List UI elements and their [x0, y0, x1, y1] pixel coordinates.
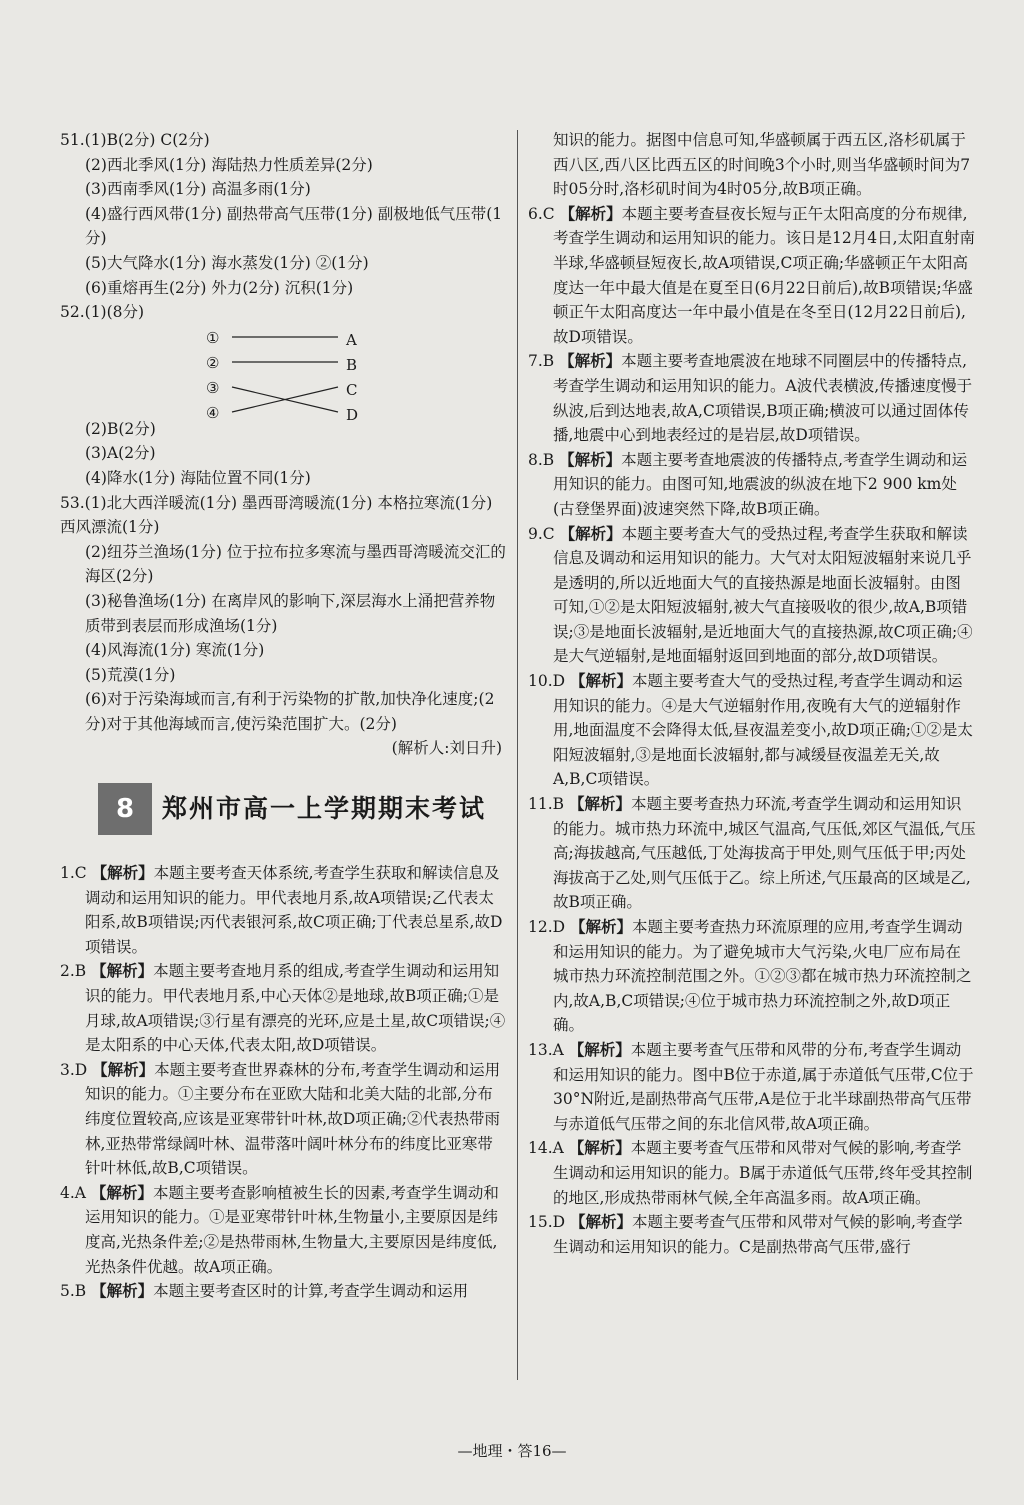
match-right-b: B [346, 355, 358, 374]
q51-line: (6)重熔再生(2分) 外力(2分) 沉积(1分) [85, 278, 354, 297]
analysis-tag: 【解析】 [568, 794, 631, 814]
analysis-tag: 【解析】 [570, 917, 633, 936]
match-left-3: ③ [206, 378, 220, 397]
analysis-tag: 【解析】 [559, 203, 622, 223]
answer-text: 本题主要考查世界森林的分布,考查学生调动和运用知识的能力。①主要分布在亚欧大陆和北美大陆的北部,分布纬度位置较高,应该是亚寒带针叶林,故D项正确;②代表热带雨林,亚热带常绿阔叶林、温带落叶阔叶林分布的纬度比亚寒带针叶林低,故B,C项错误。 [85, 1060, 501, 1178]
match-right-a: A [346, 330, 357, 349]
answer-text: 本题主要考查昼夜长短与正午太阳高度的分布规律,考查学生调动和运用知识的能力。该日是12月4日,太阳直射南半球,华盛顿昼短夜长,故A项错误,C项正确;华盛顿正午太阳高度达一年中最大值是在夏至日(6月22日前后),故B项错误;华盛顿正午太阳高度达一年中最小值是在冬至日(12月22日前后),故D项错误。 [553, 204, 976, 346]
q51-line: (3)西南季风(1分) 高温多雨(1分) [85, 180, 311, 199]
answer-number: 2.B [60, 962, 87, 981]
match-right-c: C [346, 380, 358, 399]
answer-number: 11.B [528, 795, 565, 814]
match-left-2: ② [206, 353, 220, 372]
answer-number: 3.D [60, 1060, 88, 1079]
q52-head: 52.(1)(8分) [60, 303, 145, 322]
answer-item [528, 448, 976, 522]
answer-number: 7.B [528, 352, 555, 371]
analysis-tag: 【解析】 [91, 863, 154, 883]
answer-item [60, 959, 508, 1057]
answer-item [528, 915, 976, 1038]
q53-line: (5)荒漠(1分) [85, 665, 176, 684]
answer-number: 15.D [528, 1213, 566, 1232]
answer-item [528, 1136, 976, 1210]
match-left-1: ① [206, 328, 220, 347]
analyst-signature: (解析人:刘日升) [391, 739, 502, 758]
answer-number: 10.D [528, 672, 566, 691]
analysis-tag: 【解析】 [559, 523, 622, 543]
answer-text: 本题主要考查地月系的组成,考查学生调动和运用知识的能力。甲代表地月系,中心天体②是地球,故B项正确;①是月球,故A项错误;③行星有漂亮的光环,应是土星,故C项错误;④是太阳系的中心天体,代表太阳,故D项错误。 [85, 962, 506, 1055]
answer-number: 8.B [528, 450, 555, 469]
analysis-tag: 【解析】 [568, 1138, 631, 1158]
left-column [60, 128, 508, 1304]
answer-text: 本题主要考查天体系统,考查学生获取和解读信息及调动和运用知识的能力。甲代表地月系,故A项错误;乙代表太阳系,故B项错误;丙代表银河系,故C项正确;丁代表总星系,故D项错误。 [85, 864, 503, 956]
q53-line: (6)对于污染海域而言,有利于污染物的扩散,加快净化速度;(2分)对于其他海域而言,使污染范围扩大。(2分) [85, 690, 495, 733]
answer-number: 14.A [528, 1139, 564, 1158]
q51-line: (5)大气降水(1分) 海水蒸发(1分) ②(1分) [85, 253, 369, 272]
analysis-tag: 【解析】 [92, 1059, 155, 1079]
analysis-tag: 【解析】 [568, 1039, 631, 1059]
q53-line: (4)风海流(1分) 寒流(1分) [85, 641, 265, 660]
answer-item [60, 1279, 508, 1304]
answer-item [60, 1181, 508, 1279]
answer-continuation: 知识的能力。据图中信息可知,华盛顿属于西五区,洛杉矶属于西八区,西八区比西五区的时间晚3个小时,则当华盛顿时间为7时05分时,洛杉矶时间为4时05分,故B项正确。 [553, 131, 971, 199]
answer-item [528, 1210, 976, 1259]
answer-item [60, 861, 508, 959]
q51-line: (4)盛行西风带(1分) 副热带高气压带(1分) 副极地低气压带(1分) [85, 204, 503, 248]
analysis-tag: 【解析】 [91, 961, 154, 981]
answer-text: 本题主要考查区时的计算,考查学生调动和运用 [153, 1282, 469, 1301]
q53-line: (3)秘鲁渔场(1分) 在离岸风的影响下,深层海水上涌把营养物质带到表层而形成渔场(1分) [85, 591, 496, 635]
answer-item [528, 1038, 976, 1136]
answer-list-left [60, 861, 508, 1304]
answer-number: 6.C [528, 204, 555, 223]
answer-number: 12.D [528, 918, 566, 936]
answer-item [528, 202, 976, 350]
matching-diagram [60, 325, 508, 424]
q51-line: (2)西北季风(1分) 海陆热力性质差异(2分) [85, 155, 373, 174]
answer-number: 1.C [60, 864, 87, 883]
answer-item [528, 522, 976, 670]
match-right-d: D [346, 405, 359, 424]
analysis-tag: 【解析】 [91, 1281, 154, 1301]
q51-line: 51.(1)B(2分) C(2分) [60, 131, 210, 149]
answer-item [528, 349, 976, 447]
q52-line: (3)A(2分) [85, 444, 156, 463]
analysis-tag: 【解析】 [559, 351, 622, 371]
answer-text: 本题主要考查热力环流,考查学生调动和运用知识的能力。城市热力环流中,城区气温高,气压低,郊区气温低,气压高;海拔越高,气压越低,丁处海拔高于甲处,则气压低于甲;丙处海拔高于乙处,则气压低于乙。综上所述,气压最高的区域是乙,故B项正确。 [553, 795, 976, 912]
answer-text: 本题主要考查地震波在地球不同圈层中的传播特点,考查学生调动和运用知识的能力。A波代表横波,传播速度慢于纵波,后到达地表,故A,C项错误,B项正确;横波可以通过固体传播,地震中心到地表经过的是岩层,故D项错误。 [553, 352, 973, 445]
right-column [528, 128, 976, 1259]
answer-item [528, 792, 976, 915]
answer-text: 本题主要考查气压带和风带对气候的影响,考查学生调动和运用知识的能力。B属于赤道低气压带,终年受其控制的地区,形成热带雨林气候,全年高温多雨。故A项正确。 [553, 1139, 973, 1207]
section-title: 郑州市高一上学期期末考试 [162, 794, 487, 824]
column-divider [517, 130, 518, 1380]
q52-line: (2)B(2分) [85, 419, 156, 438]
answer-text: 本题主要考查大气的受热过程,考查学生调动和运用知识的能力。④是大气逆辐射作用,夜晚有大气的逆辐射作用,地面温度不会降得太低,昼夜温差变小,故D项正确;①②是太阳短波辐射,③是地面长波辐射,都与减缓昼夜温差无关,故A,B,C项错误。 [553, 672, 973, 789]
answer-text: 本题主要考查气压带和风带对气候的影响,考查学生调动和运用知识的能力。C是副热带高气压带,盛行 [553, 1213, 963, 1256]
answer-number: 4.A [60, 1183, 86, 1202]
answer-text: 本题主要考查影响植被生长的因素,考查学生调动和运用知识的能力。①是亚寒带针叶林,生物量小,主要原因是纬度高,光热条件差;②是热带雨林,生物量大,主要原因是纬度低,光热条件优越。故A项正确。 [85, 1183, 499, 1276]
analysis-tag: 【解析】 [570, 1212, 633, 1232]
answer-item [60, 1058, 508, 1181]
page-footer: —地理・答16— [457, 1442, 567, 1460]
match-left-4: ④ [206, 403, 220, 422]
answer-text: 本题主要考查热力环流原理的应用,考查学生调动和运用知识的能力。为了避免城市大气污染,火电厂应布局在城市热力环流控制范围之外。①②③都在城市热力环流控制之内,故A,B,C项错误;④位于城市热力环流控制之外,故D项正确。 [553, 918, 972, 1035]
section-number-badge: 8 [98, 783, 152, 835]
q52-line: (4)降水(1分) 海陆位置不同(1分) [85, 468, 311, 487]
analysis-tag: 【解析】 [559, 449, 622, 469]
answer-number: 9.C [528, 524, 555, 543]
answer-text: 本题主要考查气压带和风带的分布,考查学生调动和运用知识的能力。图中B位于赤道,属于赤道低气压带,C位于30°N附近,是副热带高气压带,A是位于北半球副热带高气压带与赤道低气压带之间的东北信风带,故A项正确。 [553, 1040, 974, 1133]
answer-item [528, 669, 976, 792]
analysis-tag: 【解析】 [570, 671, 633, 691]
answer-number: 5.B [60, 1282, 87, 1301]
answer-text: 本题主要考查大气的受热过程,考查学生获取和解读信息及调动和运用知识的能力。大气对太阳短波辐射来说几乎是透明的,所以近地面大气的直接热源是地面长波辐射。由图可知,①②是太阳短波辐射,被大气直接吸收的很少,故A,B项错误;③是地面长波辐射,是近地面大气的直接热源,故C项正确;④是大气逆辐射,是地面辐射返回到地面的部分,故D项错误。 [553, 524, 973, 666]
q53-line: (2)纽芬兰渔场(1分) 位于拉布拉多寒流与墨西哥湾暖流交汇的海区(2分) [85, 542, 506, 586]
analysis-tag: 【解析】 [90, 1182, 153, 1202]
section-banner [60, 761, 508, 861]
matching-lines [60, 325, 508, 417]
answer-text: 本题主要考查地震波的传播特点,考查学生调动和运用知识的能力。由图可知,地震波的纵波在地下2 900 km处(古登堡界面)波速突然下降,故B项正确。 [553, 450, 968, 518]
q53-line: 53.(1)北大西洋暖流(1分) 墨西哥湾暖流(1分) 本格拉寒流(1分) 西风漂流(1分) [60, 493, 493, 537]
answer-number: 13.A [528, 1040, 564, 1059]
